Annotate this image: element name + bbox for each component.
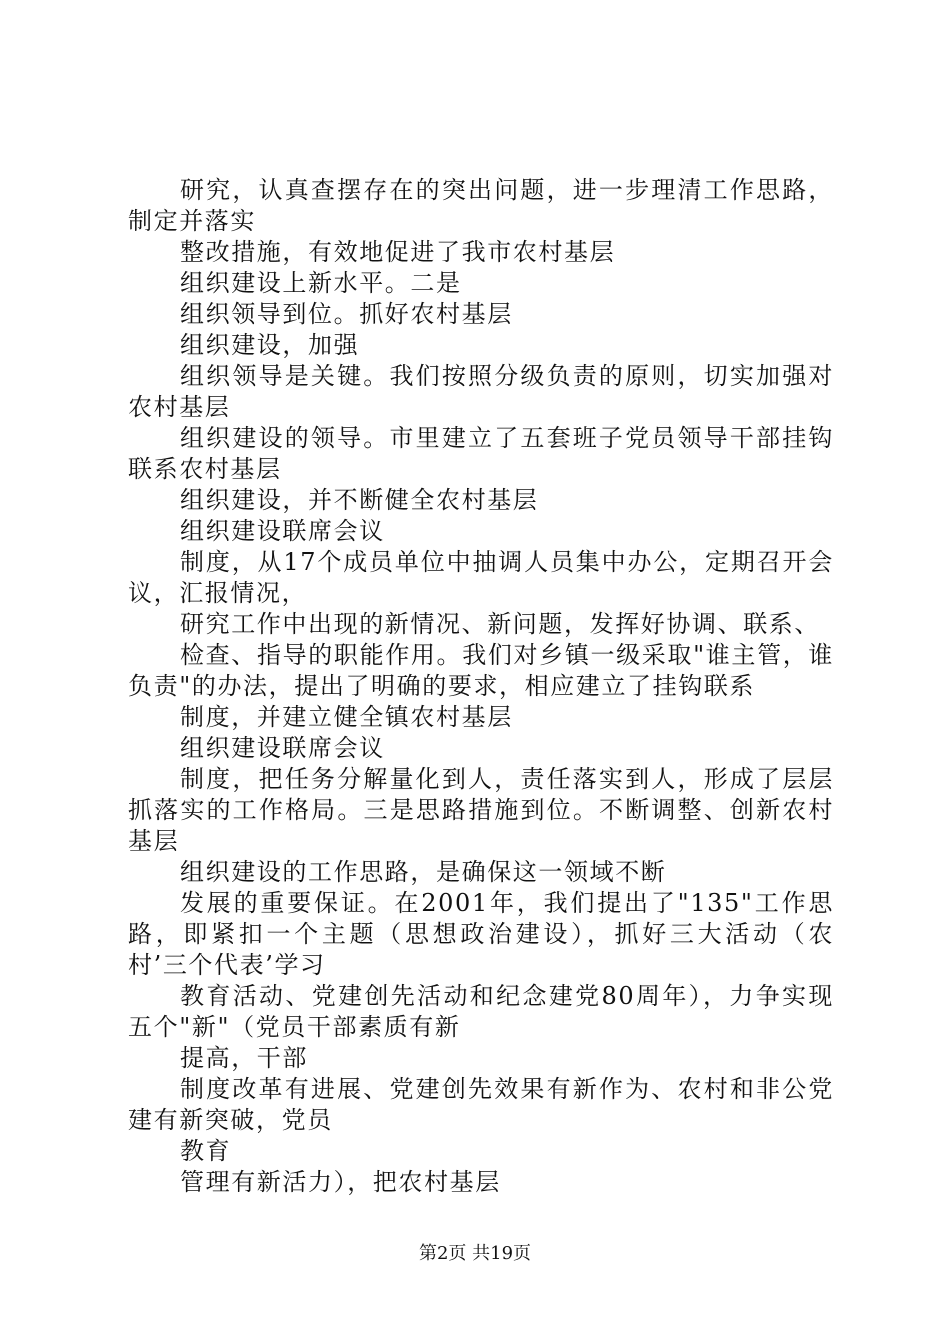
paragraph: 制度，并建立健全镇农村基层 <box>180 703 513 731</box>
paragraph: 管理有新活力），把农村基层 <box>180 1168 501 1196</box>
paragraph: 检查、指导的职能作用。我们对乡镇一级采取"谁主管，谁负责"的办法，提出了明确的要求，相应建立了挂钩联系 <box>128 641 834 700</box>
paragraph: 组织建设联席会议 <box>180 734 385 762</box>
paragraph: 整改措施，有效地促进了我市农村基层 <box>180 238 616 266</box>
paragraph: 教育活动、党建创先活动和纪念建党80周年），力争实现五个"新"（党员干部素质有新 <box>128 982 834 1041</box>
paragraph: 组织建设的领导。市里建立了五套班子党员领导干部挂钩联系农村基层 <box>128 424 834 483</box>
paragraph: 制度，把任务分解量化到人，责任落实到人，形成了层层抓落实的工作格局。三是思路措施到位。不断调整、创新农村基层 <box>128 765 834 855</box>
paragraph: 提高，干部 <box>180 1044 308 1072</box>
paragraph: 研究，认真查摆存在的突出问题，进一步理清工作思路，制定并落实 <box>128 176 834 235</box>
paragraph: 制度改革有进展、党建创先效果有新作为、农村和非公党建有新突破，党员 <box>128 1075 834 1134</box>
paragraph: 研究工作中出现的新情况、新问题，发挥好协调、联系、 <box>180 610 820 638</box>
document-body <box>128 175 834 1198</box>
paragraph: 发展的重要保证。在2001年，我们提出了"135"工作思路，即紧扣一个主题（思想政治建设），抓好三大活动（农村’三个代表’学习 <box>128 889 834 979</box>
page-number-footer: 第2页 共19页 <box>418 1243 532 1264</box>
paragraph: 教育 <box>180 1137 232 1165</box>
paragraph: 组织建设，加强 <box>180 331 360 359</box>
paragraph: 组织建设，并不断健全农村基层 <box>180 486 539 514</box>
paragraph: 组织领导到位。抓好农村基层 <box>180 300 513 328</box>
paragraph: 组织建设联席会议 <box>180 517 385 545</box>
paragraph: 组织建设的工作思路，是确保这一领域不断 <box>180 858 667 886</box>
paragraph: 组织领导是关键。我们按照分级负责的原则，切实加强对农村基层 <box>128 362 834 421</box>
paragraph: 制度，从17个成员单位中抽调人员集中办公，定期召开会议，汇报情况， <box>128 548 834 607</box>
paragraph: 组织建设上新水平。二是 <box>180 269 462 297</box>
